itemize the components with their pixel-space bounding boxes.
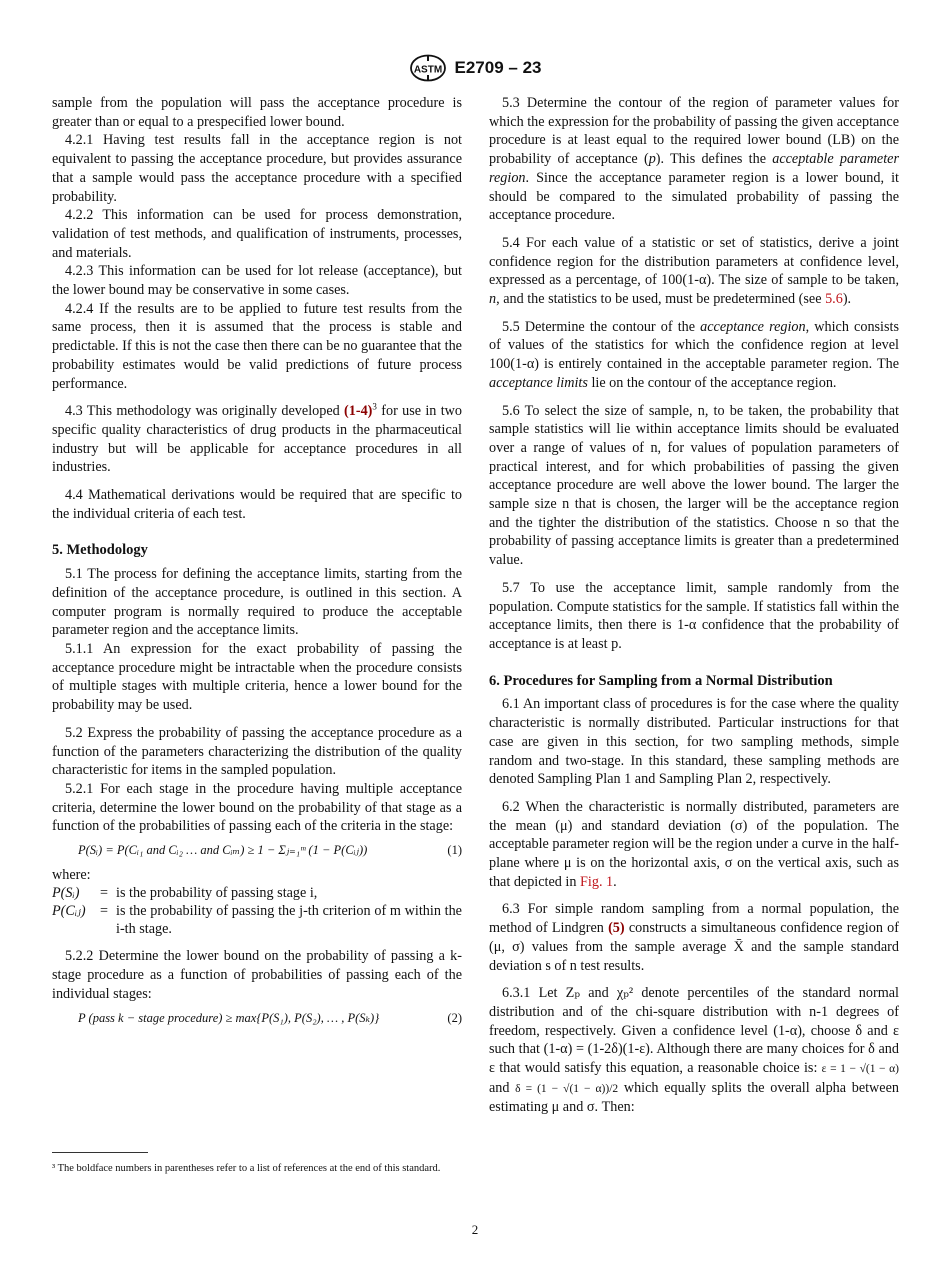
paragraph-6-2: 6.2 When the characteristic is normally distributed, parameters are the mean (μ) and standard deviation (σ) of the population. The acceptable parameter region will be the region under a curve in the half-plane where μ is on the horizontal axis, σ on the vertical axis, such as that depicted in Fig. 1. xyxy=(489,798,899,890)
section-link[interactable]: 5.6 xyxy=(825,291,843,308)
equation-number: (1) xyxy=(447,843,462,858)
paragraph-4-2-4: 4.2.4 If the results are to be applied to future test results from the same process, then it is assumed that the process is stable and predictable. If this is not the case then there can be no guarantee that the probability estimates would be valid predictions of future process performance. xyxy=(52,300,462,392)
paragraph-continued: sample from the population will pass the acceptance procedure is greater than or equal to a prespecified lower bound. xyxy=(52,95,462,130)
paragraph-5-1: 5.1 The process for defining the acceptance limits, starting from the definition of the acceptance procedure, is outlined in this section. A computer program is normally required to produce the acceptable parameter region and the acceptance limits. xyxy=(52,566,462,639)
delta-formula: δ = (1 − √(1 − α))/2 xyxy=(515,1082,619,1095)
definition-row: P(Sᵢ) = is the probability of passing stage i, xyxy=(52,885,318,902)
paragraph-5-2-1: 5.2.1 For each stage in the procedure having multiple acceptance criteria, determine the lower bound on the probability of that stage as a function of the probabilities of passing each of the criteria in the stage: xyxy=(52,780,462,835)
paragraph-5-6: 5.6 To select the size of sample, n, to be taken, the probability that sample statistics will lie within acceptance limits should be evaluated over a range of values of n, for values of population parameters of practical interest, and for which probabilities of passing the given acceptance procedure are well above the lower bound. The larger the sample size n that is chosen, the larger will be the acceptance region and the tighter the distribution of the statistics. Choose n so that the probability of passing acceptance limits is greater than a predetermined value. xyxy=(489,402,899,569)
paragraph-6-1: 6.1 An important class of procedures is for the case where the quality characteristic is normally distributed. Particular instructions for that case are given in this section, for two sampling methods, simple random and two-stage. In this standard, these sampling methods are denoted Sampling Plan 1 and Sampling Plan 2, respectively. xyxy=(489,696,899,788)
standard-designation: E2709 – 23 xyxy=(454,58,542,77)
where-label: where: xyxy=(52,866,91,883)
right-column xyxy=(489,94,899,1117)
paragraph-5-1-1: 5.1.1 An expression for the exact probability of passing the acceptance procedure might be intractable when the procedure consists of multiple stages with multiple criteria, hence a lower bound for the probability may be used. xyxy=(52,640,462,714)
paragraph-4-3: 4.3 This methodology was originally developed $(1-4)^3$ for use in two specific quality characteristics of drug products in the pharmaceutical industry but will be applicable for acceptance procedures in all industries. xyxy=(52,401,462,476)
equation-1: P(Sᵢ) = P(Cᵢ₁ and Cᵢ₂ … and Cᵢₘ) ≥ 1 − Σⱼ₌₁ᵐ (1 − P(Cᵢⱼ)) (1) xyxy=(52,841,462,860)
reference-link[interactable]: (1-4) xyxy=(344,403,373,420)
paragraph-5-2: 5.2 Express the probability of passing the acceptance procedure as a function of the parameters characterizing the distribution of the quality characteristic for items in the sampled population. xyxy=(52,724,462,779)
reference-link[interactable]: (5) xyxy=(608,920,625,937)
paragraph-4-2-2: 4.2.2 This information can be used for process demonstration, validation of test methods, and qualification of instruments, processes, and materials. xyxy=(52,207,462,261)
footnote: ³ The boldface numbers in parentheses refer to a list of references at the end of this standard. xyxy=(52,1163,441,1174)
paragraph-4-2-3: 4.2.3 This information can be used for lot release (acceptance), but the lower bound may be conservative in some cases. xyxy=(52,263,462,299)
paragraph-4-2-1: 4.2.1 Having test results fall in the acceptance region is not equivalent to passing the acceptance procedure, but provides assurance that a sample would pass the acceptance procedure with a specified probability. xyxy=(52,132,462,205)
equation-number: (2) xyxy=(447,1010,462,1025)
left-column xyxy=(52,94,462,1032)
astm-logo xyxy=(409,54,447,82)
paragraph-6-3: 6.3 For simple random sampling from a normal population, the method of Lindgren (5) constructs a simultaneous confidence region of (μ, σ) values from the sample average X̄ and the sample standard deviation s of n test results. xyxy=(489,901,899,974)
paragraph-5-7: 5.7 To use the acceptance limit, sample randomly from the population. Compute statistics for the sample. If statistics fall within the acceptance limits, then there is 1-α confidence that the probability of acceptance is at least p. xyxy=(489,579,899,652)
paragraph-4-4: 4.4 Mathematical derivations would be required that are specific to the individual criteria of each test. xyxy=(52,487,462,522)
equation-2: P (pass k − stage procedure) ≥ max{P(S₁), P(S₂), … , P(Sₖ)} (2) xyxy=(52,1009,462,1028)
footnote-marker[interactable]: 3 xyxy=(372,401,377,412)
section-heading-6: 6. Procedures for Sampling from a Normal Distribution xyxy=(489,672,833,689)
svg-text:ASTM: ASTM xyxy=(413,64,442,76)
page-header xyxy=(0,54,950,84)
footnote-divider xyxy=(52,1152,148,1153)
page-number: 2 xyxy=(471,1222,479,1237)
figure-link[interactable]: Fig. 1 xyxy=(580,873,614,890)
section-heading-5: 5. Methodology xyxy=(52,542,148,559)
paragraph-5-2-2: 5.2.2 Determine the lower bound on the probability of passing a k-stage procedure as a function of probabilities of passing each of the individual stages: xyxy=(52,948,462,1002)
epsilon-formula: ε = 1 − √(1 − α) xyxy=(821,1063,899,1076)
paragraph-5-4: 5.4 For each value of a statistic or set of statistics, derive a joint confidence region for the distribution parameters at confidence level, expressed as a percentage, of 100(1-α). The size of sample to be taken, n, and the statistics to be used, must be predetermined (see 5.6). xyxy=(489,234,899,308)
paragraph-6-3-1: 6.3.1 Let Zₚ and χₚ² denote percentiles of the standard normal distribution and of the chi-square distribution with n-1 degrees of freedom, respectively. Given a confidence level (1-α), choose δ and ε such that (1-α) = (1-2δ)(1-ε). Although there are many choices for δ and ε that would satisfy this equation, a reasonable choice is: ε = 1 − √(1 − α) and δ = (1 − √(1 − α))/2 which equally splits the overall alpha between estimating μ and σ. Then: xyxy=(489,985,899,1116)
definition-row: P(Cᵢⱼ) = is the probability of passing the j-th criterion of m within the i-th stage. xyxy=(52,903,462,938)
paragraph-5-3: 5.3 Determine the contour of the region of parameter values for which the expression for the probability of passing the given acceptance procedure is at least equal to the required lower bound (LB) on the probability of acceptance (p). This defines the acceptable parameter region. Since the acceptance parameter region is a lower bound, it should be compared to the simulated probability of passing the acceptance procedure. xyxy=(489,95,899,224)
paragraph-5-5: 5.5 Determine the contour of the acceptance region, which consists of values of the statistics for which the confidence region at level 100(1-α) is entirely contained in the acceptable parameter region. The acceptance limits lie on the contour of the acceptance region. xyxy=(489,318,899,391)
